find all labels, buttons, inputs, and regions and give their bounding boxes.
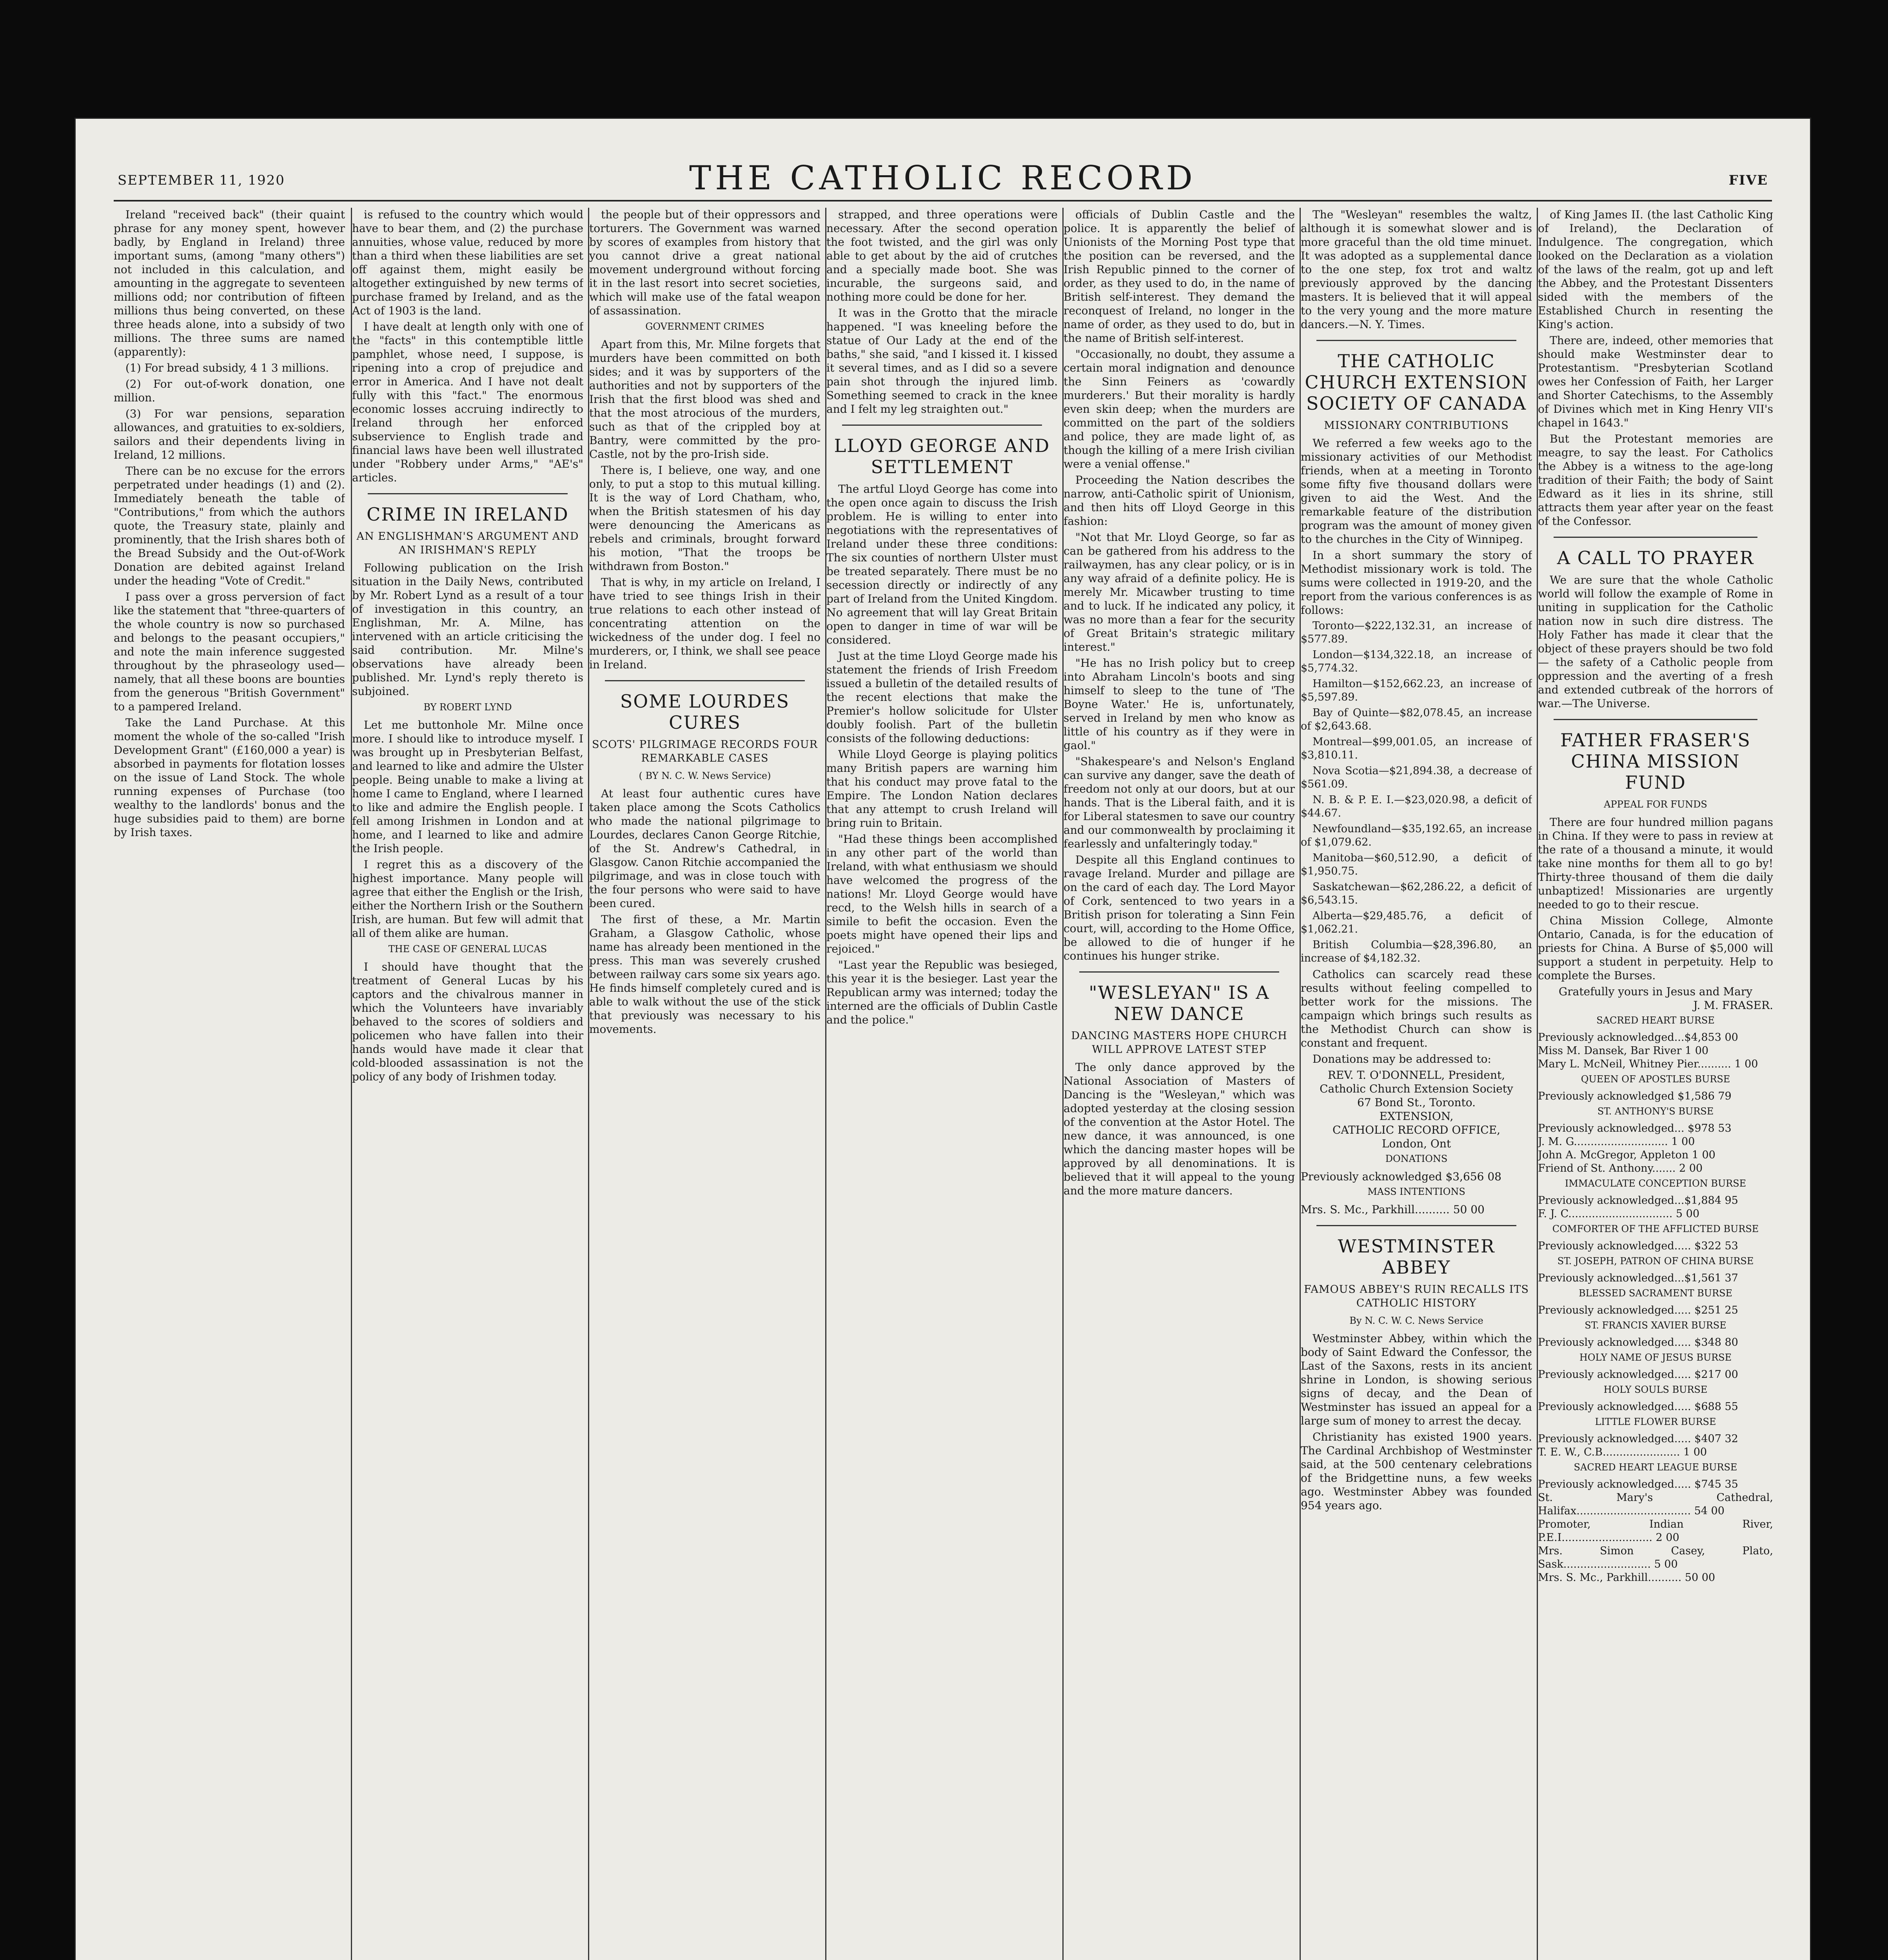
byline: BY ROBERT LYND <box>423 702 512 713</box>
burse-title: SACRED HEART LEAGUE BURSE <box>1574 1462 1737 1473</box>
burse-title: LITTLE FLOWER BURSE <box>1595 1416 1716 1427</box>
subheadline: APPEAL FOR FUNDS <box>1604 799 1707 810</box>
list-item: Montreal—$99,001.05, an increase of $3,810.11. <box>1301 736 1532 761</box>
paragraph: There are four hundred million pagans in China. If they were to pass in review at the rate of a thousand a minute, it would take nine months for them all to go by! Thirty-three thousand of them die daily unbaptized! Missionaries are urgently needed to go to their rescue. <box>1538 816 1773 911</box>
burse-line: Previously acknowledged...$1,884 95 <box>1538 1194 1738 1207</box>
list-item: Hamilton—$152,662.23, an increase of $5,597.89. <box>1301 678 1532 703</box>
paragraph: Despite all this England continues to ravage Ireland. Murder and pillage are on the card of each day. The Lord Mayor of Cork, sentenced to two years in a British prison for tolerating a Sinn Fein court, will, according to the Home Office, be allowed to die of hunger if he continues his hunger strike. <box>1064 853 1295 962</box>
headline-westminster-abbey: WESTMINSTER ABBEY <box>1338 1236 1495 1278</box>
list-item: Manitoba—$60,512.90, a deficit of $1,950.75. <box>1301 852 1532 877</box>
burse-line: Previously acknowledged..... $217 00 <box>1538 1368 1738 1381</box>
paragraph: officials of Dublin Castle and the police. It is apparently the belief of Unionists of the Morning Post type that the position can be reversed, and the Irish Republic pinned to the corner of order, as they used to do, in the name of British self-interest. They demand the reconquest of Ireland, no longer in the name of order, as they used to do, but in the name of British self-interest. <box>1064 208 1295 345</box>
burse-title: IMMACULATE CONCEPTION BURSE <box>1565 1178 1746 1189</box>
paragraph: (3) For war pensions, separation allowances, and gratuities to ex-soldiers, sailors and their dependents living in Ireland, 12 millions. <box>114 407 345 461</box>
donation-line: Mrs. S. Mc., Parkhill.......... 50 00 <box>1301 1203 1485 1216</box>
burse-line: Miss M. Dansek, Bar River 1 00 <box>1538 1045 1709 1057</box>
paragraph: I should have thought that the treatment of General Lucas by his captors and the chivalrous manner in which the Volunteers have invariably behaved to the scores of soldiers and policemen who have fallen into their hands would have made it clear that cold-blooded assassination is not the policy of any body of Irishmen today. <box>352 960 583 1083</box>
column-6 <box>1300 208 1532 1960</box>
newspaper-title: THE CATHOLIC RECORD <box>689 159 1197 197</box>
headline-call-to-prayer: A CALL TO PRAYER <box>1557 547 1754 568</box>
subheadline: DANCING MASTERS HOPE CHURCH WILL APPROVE LATEST STEP <box>1071 1030 1287 1056</box>
burse-title: ST. ANTHONY'S BURSE <box>1597 1106 1714 1117</box>
paragraph: Catholics can scarcely read these results without feeling compelled to better work for the missions. The campaign which brings such results as the Methodist Church can show is constant and frequent. <box>1301 968 1532 1049</box>
burse-line: Promoter, Indian River, P.E.I........................... 2 00 <box>1538 1518 1773 1544</box>
headline-crime-in-ireland: CRIME IN IRELAND <box>367 504 569 525</box>
mass-intentions-label: MASS INTENTIONS <box>1367 1186 1465 1197</box>
paragraph: We are sure that the whole Catholic world will follow the example of Rome in uniting in supplication for the Catholic nation now in such dire distress. The Holy Father has made it clear that the object of these prayers should be two fold — the safety of a Catholic people from oppression and the averting of a fresh and extended cutbreak of the horrors of war.—The Universe. <box>1538 573 1773 710</box>
paragraph: I have dealt at length only with one of the "facts" in this contemptible little pamphlet, whose need, I suppose, is ripening into a crop of prejudice and error in America. And I have not dealt fully with this "fact." The enormous economic losses accruing indirectly to Ireland through her enforced subservience to English trade and financial laws have been well illustrated under "Robbery under Arms," "AE's" articles. <box>352 320 583 484</box>
masthead-rule <box>114 200 1772 201</box>
paragraph: Just at the time Lloyd George made his statement the friends of Irish Freedom issued a bulletin of the detailed results of the recent elections that make the Premier's hollow solicitude for Ulster doubly foolish. Part of the bulletin consists of the following deductions: <box>826 650 1058 745</box>
masthead <box>74 153 1811 200</box>
burse-line: J. M. G............................ 1 00 <box>1538 1136 1695 1148</box>
burse-title: BLESSED SACRAMENT BURSE <box>1578 1288 1733 1299</box>
paragraph: "He has no Irish policy but to creep into Abraham Lincoln's boots and sing himself to sleep to the tune of 'The Boyne Water.' He is, unfortunately, served in Ireland by men who know as little of his country as if they were in gaol." <box>1064 657 1295 752</box>
burse-line: St. Mary's Cathedral, Halifax.................................. 54 00 <box>1538 1492 1773 1517</box>
paragraph: The "Wesleyan" resembles the waltz, although it is somewhat slower and is more graceful than the old time minuet. It was adopted as a supplemental dance to the one step, fox trot and waltz previously approved by the dancing masters. It is believed that it will appeal to the very young and the more mature dancers.—N. Y. Times. <box>1301 208 1532 331</box>
burse-line: Mrs. S. Mc., Parkhill.......... 50 00 <box>1538 1572 1716 1584</box>
paragraph: Christianity has existed 1900 years. The Cardinal Archbishop of Westminster said, at the 500 centenary celebrations of the Bridgettine nuns, a few weeks ago. Westminster Abbey was founded 954 years ago. <box>1301 1430 1532 1512</box>
paragraph: Apart from this, Mr. Milne forgets that murders have been committed on both sides; and it was by supporters of the authorities and not by supporters of the Irish that the first blood was shed and that the most atrocious of the murders, such as that of the crippled boy at Bantry, were committed by the pro-Castle, not by the pro-Irish side. <box>589 338 821 461</box>
newspaper-page <box>74 118 1811 1960</box>
paragraph: Following publication on the Irish situation in the Daily News, contributed by Mr. Robert Lynd as a result of a tour of investigation in this country, an Englishman, Mr. A. Milne, has intervened with an article criticising the said contribution. Mr. Milne's observations have already been published. Mr. Lynd's reply thereto is subjoined. <box>352 561 583 698</box>
address-line: 67 Bond St., Toronto. <box>1357 1096 1476 1109</box>
burse-title: SACRED HEART BURSE <box>1596 1015 1715 1026</box>
paragraph: Donations may be addressed to: <box>1313 1053 1491 1065</box>
burse-title: HOLY NAME OF JESUS BURSE <box>1579 1352 1732 1363</box>
paragraph: At least four authentic cures have taken place among the Scots Catholics who made the national pilgrimage to Lourdes, declares Canon George Ritchie, of the St. Andrew's Cathedral, in Glasgow. Canon Ritchie accompanied the pilgrimage, and was in close touch with the four persons who were said to have been cured. <box>589 787 821 910</box>
headline-china-mission-fund: FATHER FRASER'S CHINA MISSION FUND <box>1560 730 1751 793</box>
paragraph: I pass over a gross perversion of fact like the statement that "three-quarters of the whole country is now so purchased and belongs to the peasant occupiers," and note the main inference suggested throughout by the phraseology used—namely, that all these boons are bounties from the generous "British Government" to a pampered Ireland. <box>114 590 345 713</box>
signature-name: J. M. FRASER. <box>1693 999 1773 1012</box>
paragraph: "Not that Mr. Lloyd George, so far as can be gathered from his address to the railwaymen, has any clear policy, or is in any way afraid of a definite policy. He is merely Mr. Micawber trusting to time and to luck. If he indicated any policy, it was no more than a fear for the security of Great Britain's strategic military interest." <box>1064 531 1295 653</box>
list-item: London—$134,322.18, an increase of $5,774.32. <box>1301 649 1532 674</box>
burse-line: Previously acknowledged $1,586 79 <box>1538 1090 1732 1102</box>
byline: By N. C. W. C. News Service <box>1349 1315 1483 1326</box>
burse-line: Previously acknowledged..... $407 32 <box>1538 1433 1738 1445</box>
address-line: REV. T. O'DONNELL, President, <box>1327 1069 1505 1082</box>
burse-line: Previously acknowledged..... $251 25 <box>1538 1304 1738 1316</box>
paragraph: There can be no excuse for the errors perpetrated under headings (1) and (2). Immediately beneath the table of "Contributions," from which the authors quote, the Treasury state, plainly and prominently, that the Irish shares both of the Bread Subsidy and the Out-of-Work Donation are debited against Ireland under the heading "Vote of Credit." <box>114 465 345 587</box>
address-line: EXTENSION, <box>1379 1110 1454 1123</box>
paragraph: "Shakespeare's and Nelson's England can survive any danger, save the death of freedom not only at our doors, but at our hands. That is the Liberal faith, and it is for Liberal statesmen to save our country and our commonwealth by proclaiming it fearlessly and unfalteringly today." <box>1064 755 1295 850</box>
list-item: Saskatchewan—$62,286.22, a deficit of $6,543.15. <box>1301 881 1532 906</box>
column-1 <box>114 208 345 1960</box>
paragraph: Westminster Abbey, within which the body of Saint Edward the Confessor, the Last of the Saxons, rests in its ancient shrine in London, is showing serious signs of decay, and the Dean of Westminster has issued an appeal for a large sum of money to arrest the decay. <box>1301 1332 1532 1427</box>
paragraph: In a short summary the story of Methodist missionary work is told. The sums were collected in 1919-20, and the report from the various conferences is as follows: <box>1301 549 1532 617</box>
paragraph: The first of these, a Mr. Martin Graham, a Glasgow Catholic, whose name has already been mentioned in the press. This man was severely crushed between railway cars some six years ago. He finds himself completely cured and is able to walk without the use of the stick that previously was necessary to his movements. <box>589 913 821 1036</box>
address-line: CATHOLIC RECORD OFFICE, <box>1332 1123 1501 1136</box>
burse-title: ST. FRANCIS XAVIER BURSE <box>1585 1320 1726 1331</box>
burse-line: Previously acknowledged..... $322 53 <box>1538 1240 1738 1252</box>
burse-line: Previously acknowledged...$4,853 00 <box>1538 1031 1738 1044</box>
paragraph: is refused to the country which would have to bear them, and (2) the purchase annuities, whose value, reduced by more than a third when these liabilities are set off against them, might easily be altogether extinguished by new terms of purchase framed by Ireland, and as the Act of 1903 is the land. <box>352 208 583 317</box>
burse-line: F. J. C............................... 5 00 <box>1538 1208 1700 1220</box>
paragraph: "Occasionally, no doubt, they assume a certain moral indignation and denounce the Sinn Feiners as 'cowardly murderers.' But their morality is hardly even skin deep; when the murders are committed on the part of the soldiers and police, they are made light of, as though the killing of a mere Irish civilian were a venial offense." <box>1064 348 1295 470</box>
paragraph: (1) For bread subsidy, 4 1 3 millions. <box>125 361 329 374</box>
divider <box>605 680 805 681</box>
headline-lloyd-george: LLOYD GEORGE AND SETTLEMENT <box>834 435 1050 477</box>
column-5 <box>1062 208 1295 1960</box>
column-3 <box>588 208 821 1960</box>
list-item: Alberta—$29,485.76, a deficit of $1,062.21. <box>1301 910 1532 935</box>
paragraph: That is why, in my article on Ireland, I have tried to see things Irish in their true relations to each other instead of concentrating attention on the wickedness of the under dog. I feel no murderers, or, I think, we shall see peace in Ireland. <box>589 576 821 671</box>
paragraph: While Lloyd George is playing politics many British papers are warning him that his conduct may prove fatal to the Empire. The London Nation declares that any attempt to crush Ireland will bring ruin to Britain. <box>826 748 1058 829</box>
burse-line: Previously acknowledged... $978 53 <box>1538 1122 1732 1134</box>
paragraph: "Last year the Republic was besieged, this year it is the besieger. Last year the Republican army was interned; today the interned are the officials of Dublin Castle and the police." <box>826 958 1058 1026</box>
burse-line: Previously acknowledged..... $348 80 <box>1538 1336 1738 1348</box>
column-4 <box>825 208 1058 1960</box>
signature-line: Gratefully yours in Jesus and Mary <box>1558 985 1753 998</box>
paragraph: Ireland "received back" (their quaint phrase for any money spent, however badly, by England in Ireland) three important sums, (among "many others") not included in this calculation, and amounting in the aggregate to seventeen millions odd; nor contribution of fifteen millions thus being converted, on these three heads alone, into a subsidy of two millions. The three sums are named (apparently): <box>114 208 345 358</box>
burse-title: QUEEN OF APOSTLES BURSE <box>1581 1074 1730 1085</box>
headline-lourdes-cures: SOME LOURDES CURES <box>620 691 790 733</box>
headline-wesleyan-dance: "WESLEYAN" IS A NEW DANCE <box>1089 982 1270 1024</box>
page-number: FIVE <box>1728 172 1768 188</box>
burse-list <box>1538 1014 1773 1584</box>
divider <box>1316 1225 1516 1226</box>
burse-title: HOLY SOULS BURSE <box>1603 1384 1708 1395</box>
subheadline: SCOTS' PILGRIMAGE RECORDS FOUR REMARKABLE CASES <box>592 739 818 764</box>
address-line: London, Ont <box>1382 1137 1451 1150</box>
list-item: Newfoundland—$35,192.65, an increase of $1,079.62. <box>1301 823 1532 848</box>
paragraph: There are, indeed, other memories that should make Westminster dear to Protestantism. "Presbyterian Scotland owes her Confession of Faith, her Larger and Shorter Catechisms, to the Assembly of Divines which met in King Henry VII's chapel in 1643." <box>1538 334 1773 429</box>
address-line: Catholic Church Extension Society <box>1320 1082 1513 1095</box>
burse-line: John A. McGregor, Appleton 1 00 <box>1538 1149 1716 1161</box>
divider <box>1554 537 1757 538</box>
issue-date: SEPTEMBER 11, 1920 <box>118 172 285 188</box>
conference-list <box>1301 619 1532 965</box>
burse-line: T. E. W., C.B....................... 1 00 <box>1538 1446 1707 1458</box>
list-item: Nova Scotia—$21,894.38, a decrease of $561.09. <box>1301 765 1532 790</box>
list-item: N. B. & P. E. I.—$23,020.98, a deficit of $44.67. <box>1301 794 1532 819</box>
divider <box>842 425 1042 426</box>
list-item: British Columbia—$28,396.80, an increase of $4,182.32. <box>1301 939 1532 964</box>
burse-line: Mrs. Simon Casey, Plato, Sask.......................... 5 00 <box>1538 1545 1773 1570</box>
paragraph: But the Protestant memories are meagre, to say the least. For Catholics the Abbey is a witness to the age-long tradition of their Faith; the body of Saint Edward as it lies in its shrine, still attracts them year after year on the feast of the Confessor. <box>1538 432 1773 528</box>
burse-line: Friend of St. Anthony....... 2 00 <box>1538 1162 1703 1174</box>
paragraph: strapped, and three operations were necessary. After the second operation the foot twisted, and the girl was only able to get about by the aid of crutches and a specially made boot. She was incurable, the surgeons said, and nothing more could be done for her. <box>826 208 1058 303</box>
donation-line: Previously acknowledged $3,656 08 <box>1301 1170 1501 1183</box>
paragraph: The only dance approved by the National Association of Masters of Dancing is the "Wesleyan," which was adopted yesterday at the closing session of the convention at the Astor Hotel. The new dance, it was announced, is one which the dancing master hopes will be approved by all denominations. It is believed that it will appeal to the young and the more mature dancers. <box>1064 1061 1295 1197</box>
burse-line: Mary L. McNeil, Whitney Pier.......... 1 00 <box>1538 1058 1758 1070</box>
paragraph: We referred a few weeks ago to the missionary activities of our Methodist friends, when at a meeting in Toronto some fifty five thousand dollars were given to aid the West. And the remarkable feature of the distribution program was the amount of money given to the churches in the City of Winnipeg. <box>1301 437 1532 546</box>
list-item: Toronto—$222,132.31, an increase of $577.89. <box>1301 620 1532 645</box>
paragraph: China Mission College, Almonte Ontario, Canada, is for the education of priests for China. A Burse of $5,000 will support a student in perpetuity. Help to complete the Burses. <box>1538 914 1773 982</box>
subheadline: FAMOUS ABBEY'S RUIN RECALLS ITS CATHOLIC HISTORY <box>1304 1283 1529 1309</box>
columns <box>114 208 1772 1960</box>
paragraph: There is, I believe, one way, and one only, to put a stop to this mutual killing. It is the way of Lord Chatham, who, when the British statesmen of his day were denouncing the Americans as rebels and criminals, brought forward his motion, "That the troops be withdrawn from Boston." <box>589 464 821 573</box>
paragraph: It was in the Grotto that the miracle happened. "I was kneeling before the statue of Our Lady at the end of the baths," she said, "and I kissed it. I kissed it several times, and as I did so a severe pain shot through the injured limb. Something seemed to crack in the knee and I felt my leg straighten out." <box>826 307 1058 416</box>
divider <box>368 493 568 494</box>
column-7 <box>1537 208 1773 1960</box>
paragraph: Let me buttonhole Mr. Milne once more. I should like to introduce myself. I was brought up in Presbyterian Belfast, and learned to like and admire the Ulster people. Being unable to make a living at home I came to England, where I learned to like and admire the English people. I fell among Irishmen in London and at home, and I learned to like and admire the Irish people. <box>352 719 583 855</box>
subheadline: MISSIONARY CONTRIBUTIONS <box>1324 419 1509 432</box>
subheadline: AN ENGLISHMAN'S ARGUMENT AND AN IRISHMAN'S REPLY <box>356 530 579 556</box>
byline: ( BY N. C. W. News Service) <box>639 770 771 781</box>
divider <box>1079 971 1279 973</box>
list-item: Bay of Quinte—$82,078.45, an increase of $2,643.68. <box>1301 707 1532 732</box>
paragraph: the people but of their oppressors and torturers. The Government was warned by scores of examples from history that you cannot drive a great national movement underground without forcing it in the last resort into secret societies, which will make use of the fatal weapon of assassination. <box>589 208 821 317</box>
headline-extension-society: THE CATHOLIC CHURCH EXTENSION SOCIETY OF CANADA <box>1305 350 1528 414</box>
burse-line: Previously acknowledged..... $745 35 <box>1538 1478 1738 1490</box>
column-2 <box>351 208 583 1960</box>
divider <box>1554 719 1757 720</box>
burse-line: Previously acknowledged..... $688 55 <box>1538 1401 1738 1413</box>
paragraph: Proceeding the Nation describes the narrow, anti-Catholic spirit of Unionism, and then hits off Lloyd George in this fashion: <box>1064 474 1295 528</box>
burse-title: COMFORTER OF THE AFFLICTED BURSE <box>1552 1223 1759 1234</box>
donations-label: DONATIONS <box>1385 1153 1448 1164</box>
divider <box>1316 340 1516 341</box>
burse-title: ST. JOSEPH, PATRON OF CHINA BURSE <box>1557 1256 1754 1267</box>
paragraph: I regret this as a discovery of the highest importance. Many people will agree that either the English or the Irish, either the Northern Irish or the Southern Irish, are human. But few will admit that all of them alike are human. <box>352 858 583 940</box>
burse-line: Previously acknowledged...$1,561 37 <box>1538 1272 1738 1284</box>
paragraph: "Had these things been accomplished in any other part of the world than Ireland, with what enthusiasm we should have welcomed the progress of the nations! Mr. Lloyd George would have recd, to the Welsh hills in search of a simile to befit the occasion. Even the poets might have opened their lips and rejoiced." <box>826 833 1058 955</box>
paragraph: The artful Lloyd George has come into the open once again to discuss the Irish problem. He is willing to enter into negotiations with the representatives of Ireland under these three conditions: The six counties of northern Ulster must be treated separately. There must be no secession directly or indirectly of any part of Ireland from the United Kingdom. No agreement that will lay Great Britain open to danger in time of war will be considered. <box>826 483 1058 646</box>
paragraph: Take the Land Purchase. At this moment the whole of the so-called "Irish Development Grant" (£160,000 a year) is absorbed in payments for flotation losses on the issue of Land Stock. The whole running expenses of Purchase (too wealthy to the landlords' bonus and the huge subsidies paid to them) are borne by Irish taxes. <box>114 716 345 839</box>
section-subhead: GOVERNMENT CRIMES <box>645 321 764 332</box>
section-subhead: THE CASE OF GENERAL LUCAS <box>388 944 547 955</box>
paragraph: (2) For out-of-work donation, one million. <box>114 377 345 404</box>
paragraph: of King James II. (the last Catholic King of Ireland), the Declaration of Indulgence. The congregation, which looked on the Declaration as a violation of the laws of the realm, got up and left the Abbey, and the Protestant Dissenters sided with the members of the Established Church in resenting the King's action. <box>1538 208 1773 331</box>
